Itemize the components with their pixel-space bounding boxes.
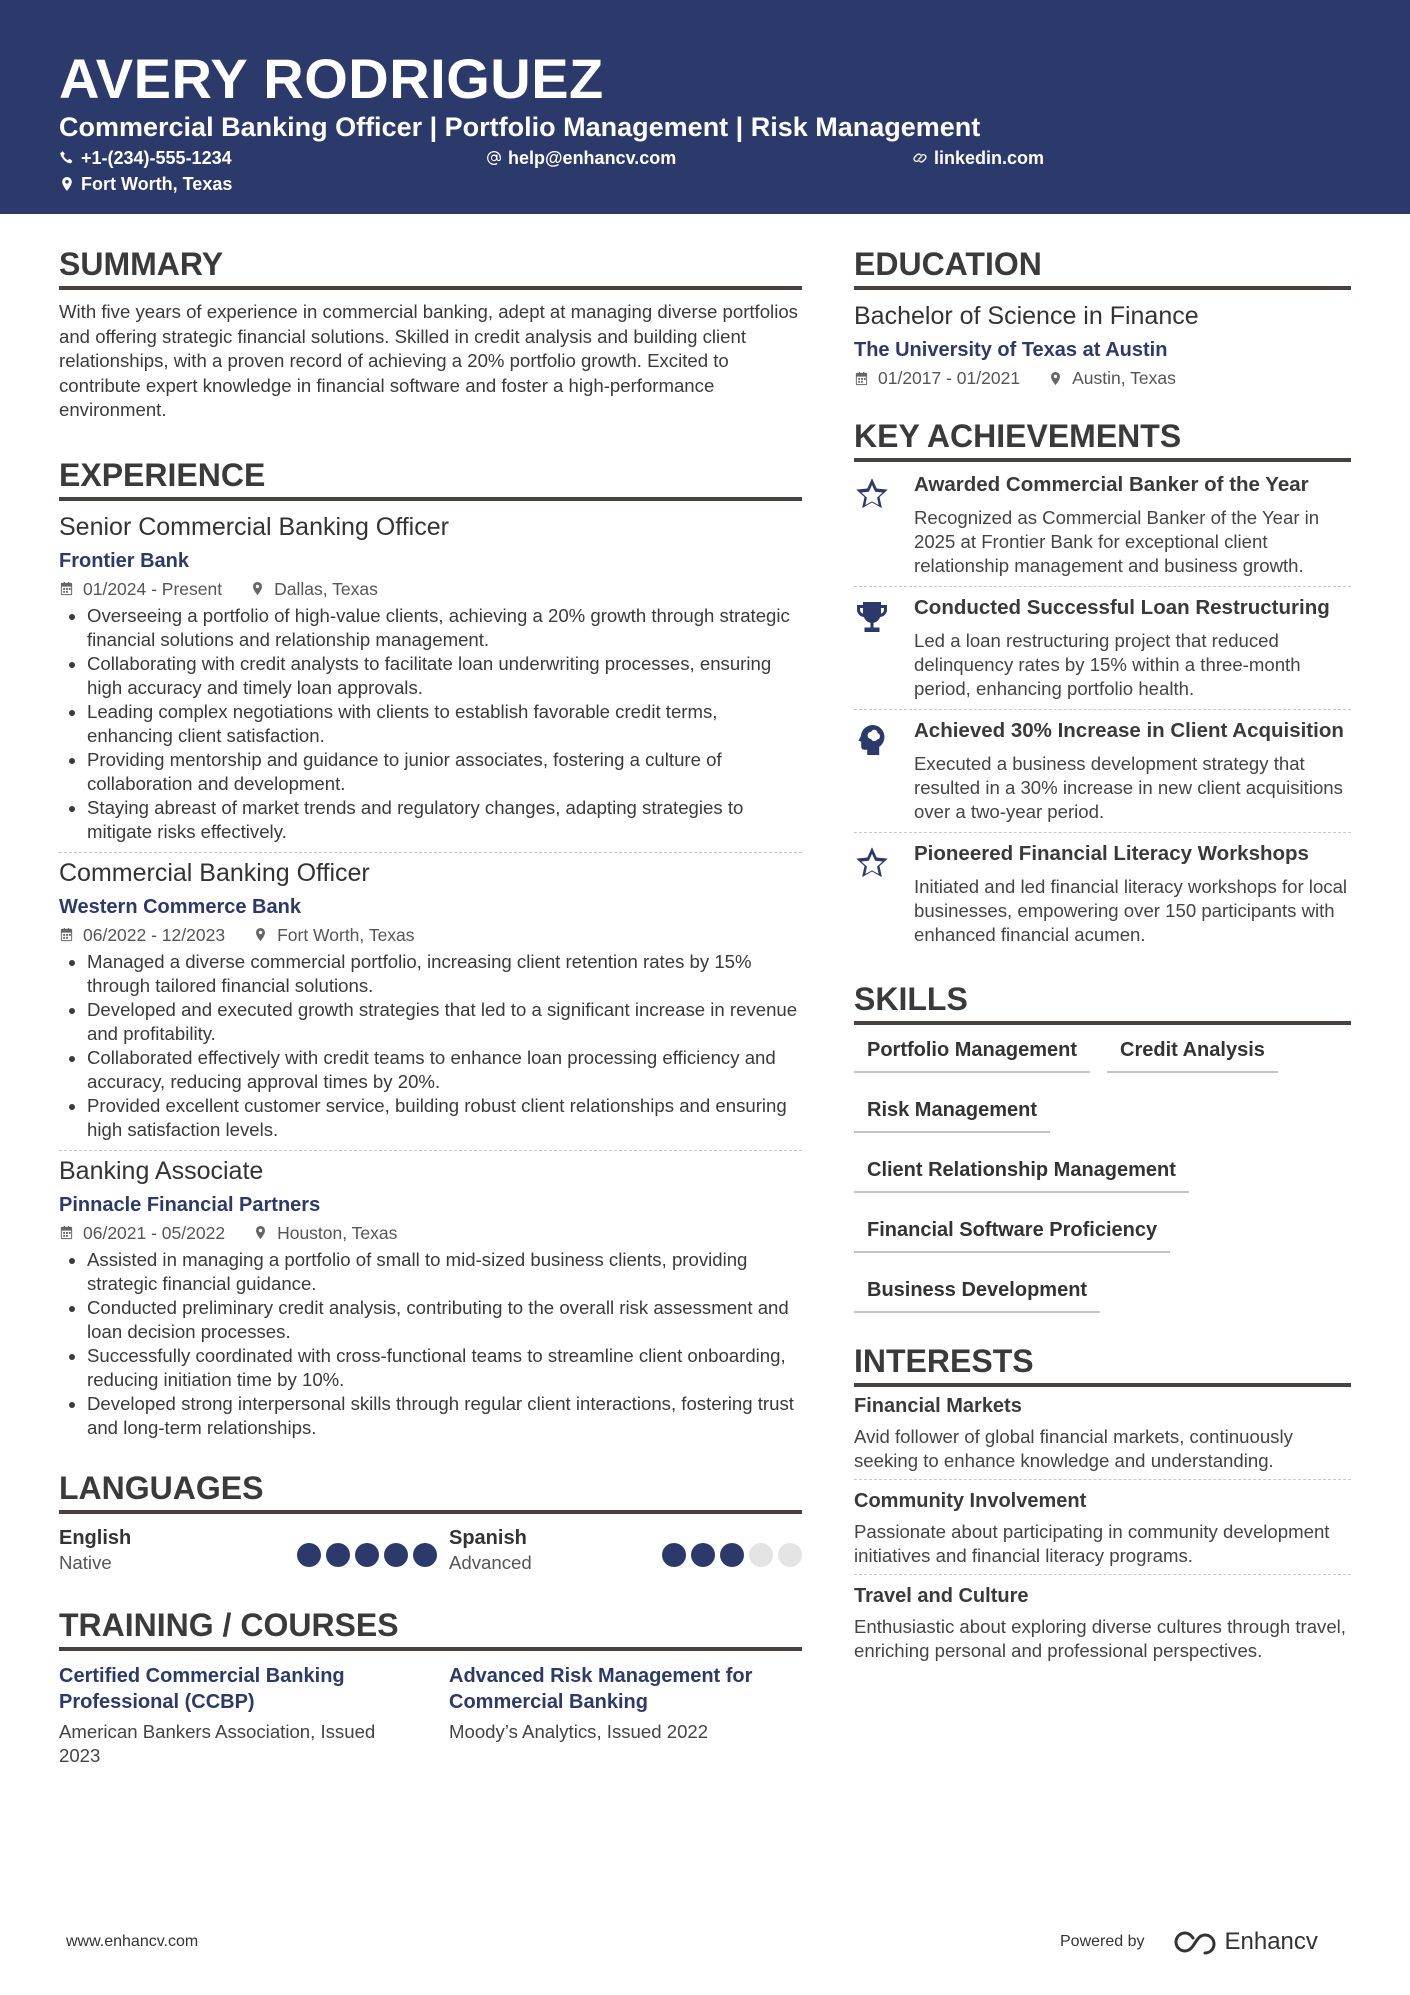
job-location-wrap <box>253 1221 397 1245</box>
bullet-item: • Conducted preliminary credit analysis, contributing to the overall risk assessment and loan decision processes. <box>87 1296 802 1344</box>
course-org: Moody’s Analytics, Issued 2022 <box>449 1720 709 1742</box>
footer-brand <box>1060 1928 1318 1956</box>
interest-desc: Enthusiastic about exploring diverse cultures through travel, enriching personal and professional perspectives. <box>854 1616 1346 1661</box>
location-pin-icon <box>1048 371 1063 386</box>
interest-desc: Passionate about participating in community development initiatives and financial literacy programs. <box>854 1521 1330 1566</box>
achievement-icon-wrap <box>854 718 914 824</box>
rating-dot-filled <box>662 1543 686 1567</box>
star-icon <box>854 845 890 881</box>
job-bullets <box>59 950 802 1142</box>
skill-tag: Risk Management <box>854 1095 1050 1133</box>
skills-list <box>854 1035 1351 1313</box>
job-location-wrap <box>253 923 414 947</box>
achievement-title: Conducted Successful Loan Restructuring <box>914 596 1330 619</box>
experience-entry <box>59 1155 802 1440</box>
education-location: Austin, Texas <box>1072 368 1176 388</box>
contact-location <box>59 172 232 196</box>
interest-item <box>854 1488 1351 1575</box>
interests-list <box>854 1393 1351 1669</box>
calendar-icon <box>59 581 74 596</box>
course-item <box>59 1663 449 1768</box>
bullet-item: • Assisted in managing a portfolio of small to mid-sized business clients, providing strategic financial guidance. <box>87 1248 802 1296</box>
at-icon <box>486 150 502 166</box>
interest-title: Travel and Culture <box>854 1585 1029 1607</box>
bullet-item: • Provided excellent customer service, building robust client relationships and ensuring high satisfaction levels. <box>87 1094 802 1142</box>
experience-entry <box>59 857 802 1142</box>
job-dates: 06/2021 - 05/2022 <box>83 1222 226 1243</box>
achievement-desc: Executed a business development strategy that resulted in a 30% increase in new client acquisitions over a two-year period. <box>914 753 1343 822</box>
achievements-heading: KEY ACHIEVEMENTS <box>854 416 1351 462</box>
job-dates: 01/2024 - Present <box>83 578 223 599</box>
linkedin-text: linkedin.com <box>934 148 1045 168</box>
summary-text: With five years of experience in commercial banking, adept at managing diverse portfolios and offering strategic financial solutions. Skilled in credit analysis and building client relationships, with a proven record of achieving a 20% portfolio growth. Excited to contribute expert knowledge in financial software and foster a high-performance environment. <box>59 301 798 420</box>
bullet-item: • Staying abreast of market trends and regulatory changes, adapting strategies to mitigate risks effectively. <box>87 796 802 844</box>
brand-name: Enhancv <box>1224 1928 1318 1955</box>
interest-desc: Avid follower of global financial markets, continuously seeking to enhance knowledge and understanding. <box>854 1426 1293 1471</box>
achievement-item <box>854 587 1351 710</box>
education-dates: 01/2017 - 01/2021 <box>878 368 1021 388</box>
location-text: Fort Worth, Texas <box>81 174 233 194</box>
contact-phone[interactable] <box>59 146 232 170</box>
location-pin-icon <box>59 176 75 192</box>
achievement-desc: Recognized as Commercial Banker of the Year in 2025 at Frontier Bank for exceptional client relationship management and business growth. <box>914 507 1320 576</box>
calendar-icon <box>59 927 74 942</box>
rating-dot-filled <box>384 1543 408 1567</box>
job-dates: 06/2022 - 12/2023 <box>83 924 226 945</box>
rating-dot-filled <box>355 1543 379 1567</box>
contact-email[interactable] <box>486 146 676 170</box>
calendar-icon <box>854 371 869 386</box>
job-meta <box>59 923 802 947</box>
right-column <box>854 244 1351 1677</box>
rating-dot-empty <box>778 1543 802 1567</box>
job-meta <box>59 577 802 601</box>
training-list <box>59 1663 802 1768</box>
education-entry <box>854 300 1351 390</box>
language-level: Native <box>59 1551 112 1573</box>
interest-title: Financial Markets <box>854 1395 1022 1417</box>
location-pin-icon <box>253 1225 268 1240</box>
company-name: Pinnacle Financial Partners <box>59 1193 321 1216</box>
achievements-list <box>854 464 1351 955</box>
school-name: The University of Texas at Austin <box>854 339 1168 361</box>
rating-dot-empty <box>749 1543 773 1567</box>
job-bullets <box>59 604 802 844</box>
skill-row <box>854 1275 1351 1313</box>
experience-heading: EXPERIENCE <box>59 455 802 501</box>
link-icon <box>912 150 928 166</box>
skill-tag: Portfolio Management <box>854 1035 1090 1073</box>
left-column <box>59 244 802 1768</box>
star-icon <box>854 476 890 512</box>
powered-by-label: Powered by <box>1060 1933 1145 1950</box>
language-item <box>449 1526 802 1575</box>
language-name: English <box>59 1526 132 1549</box>
language-level: Advanced <box>449 1551 532 1573</box>
rating-dot-filled <box>326 1543 350 1567</box>
interest-item <box>854 1393 1351 1480</box>
education-meta <box>854 366 1351 390</box>
job-bullets <box>59 1248 802 1440</box>
head-icon <box>854 722 890 758</box>
job-meta <box>59 1221 802 1245</box>
interest-title: Community Involvement <box>854 1490 1087 1512</box>
bullet-item: • Providing mentorship and guidance to junior associates, fostering a culture of collaboration and development. <box>87 748 802 796</box>
job-location: Fort Worth, Texas <box>277 924 415 945</box>
skill-row <box>854 1155 1351 1193</box>
skill-tag: Credit Analysis <box>1107 1035 1278 1073</box>
achievement-item <box>854 833 1351 955</box>
achievement-icon-wrap <box>854 472 914 578</box>
job-location-wrap <box>250 577 378 601</box>
language-item <box>59 1526 449 1575</box>
achievement-item <box>854 464 1351 587</box>
bullet-item: • Leading complex negotiations with clients to establish favorable credit terms, enhancing client satisfaction. <box>87 700 802 748</box>
bullet-item: • Managed a diverse commercial portfolio, increasing client retention rates by 15% through tailored financial solutions. <box>87 950 802 998</box>
language-rating <box>657 1536 802 1575</box>
achievement-icon-wrap <box>854 595 914 701</box>
job-title: Senior Commercial Banking Officer <box>59 512 449 541</box>
language-rating <box>292 1536 449 1575</box>
achievement-title: Pioneered Financial Literacy Workshops <box>914 842 1309 865</box>
bullet-item: • Developed strong interpersonal skills through regular client interactions, fostering trust and long-term relationships. <box>87 1392 802 1440</box>
training-heading: TRAINING / COURSES <box>59 1605 802 1651</box>
education-heading: EDUCATION <box>854 244 1351 290</box>
bullet-item: • Overseeing a portfolio of high-value clients, achieving a 20% growth through strategic financial solutions and relationship management. <box>87 604 802 652</box>
languages-list <box>59 1526 802 1575</box>
interest-item <box>854 1583 1351 1669</box>
location-pin-icon <box>250 581 265 596</box>
phone-icon <box>59 150 75 166</box>
skill-row <box>854 1095 1351 1133</box>
bullet-item: • Collaborated effectively with credit teams to enhance loan processing efficiency and accuracy, reducing approval times by 20%. <box>87 1046 802 1094</box>
enhancv-logo-icon <box>1171 1929 1217 1955</box>
candidate-name: AVERY RODRIGUEZ <box>59 47 604 110</box>
rating-dot-filled <box>297 1543 321 1567</box>
skill-row <box>854 1035 1351 1073</box>
resume-header <box>0 0 1410 214</box>
job-title: Commercial Banking Officer <box>59 858 370 887</box>
contact-linkedin[interactable] <box>912 146 1044 170</box>
skills-heading: SKILLS <box>854 979 1351 1025</box>
achievement-title: Achieved 30% Increase in Client Acquisition <box>914 719 1344 742</box>
location-pin-icon <box>253 927 268 942</box>
education-location-wrap <box>1048 366 1176 390</box>
achievement-desc: Initiated and led financial literacy workshops for local businesses, empowering over 150 participants with enhanced financial acumen. <box>914 876 1348 945</box>
course-item <box>449 1663 802 1768</box>
job-location: Dallas, Texas <box>274 578 378 599</box>
bullet-item: • Developed and executed growth strategies that led to a significant increase in revenue and profitability. <box>87 998 802 1046</box>
phone-text: +1-(234)-555-1234 <box>81 148 232 168</box>
achievement-title: Awarded Commercial Banker of the Year <box>914 473 1309 496</box>
achievement-desc: Led a loan restructuring project that reduced delinquency rates by 15% within a three-month period, enhancing portfolio health. <box>914 630 1301 699</box>
calendar-icon <box>59 1225 74 1240</box>
language-name: Spanish <box>449 1526 527 1549</box>
brand-logo[interactable] <box>1171 1928 1318 1956</box>
footer-website[interactable]: www.enhancv.com <box>66 1933 199 1950</box>
languages-heading: LANGUAGES <box>59 1468 802 1514</box>
trophy-icon <box>854 599 890 635</box>
course-title: Certified Commercial Banking Professional (CCBP) <box>59 1664 345 1713</box>
rating-dot-filled <box>413 1543 437 1567</box>
course-title: Advanced Risk Management for Commercial Banking <box>449 1664 753 1713</box>
interests-heading: INTERESTS <box>854 1341 1351 1387</box>
company-name: Western Commerce Bank <box>59 895 301 918</box>
divider <box>59 1150 802 1151</box>
skill-row <box>854 1215 1351 1253</box>
degree: Bachelor of Science in Finance <box>854 302 1199 330</box>
job-title: Banking Associate <box>59 1156 264 1185</box>
bullet-item: • Successfully coordinated with cross-functional teams to streamline client onboarding, reducing initiation time by 10%. <box>87 1344 802 1392</box>
skill-tag: Financial Software Proficiency <box>854 1215 1170 1253</box>
skill-tag: Client Relationship Management <box>854 1155 1189 1193</box>
job-location: Houston, Texas <box>277 1222 398 1243</box>
headline: Commercial Banking Officer | Portfolio Management | Risk Management <box>59 112 981 142</box>
achievement-icon-wrap <box>854 841 914 947</box>
rating-dot-filled <box>720 1543 744 1567</box>
bullet-item: • Collaborating with credit analysts to facilitate loan underwriting processes, ensuring high accuracy and timely loan approvals. <box>87 652 802 700</box>
email-text: help@enhancv.com <box>508 148 677 168</box>
divider <box>59 852 802 853</box>
company-name: Frontier Bank <box>59 549 190 572</box>
achievement-item <box>854 710 1351 833</box>
course-org: American Bankers Association, Issued 2023 <box>59 1720 376 1766</box>
summary-heading: SUMMARY <box>59 244 802 290</box>
skill-tag: Business Development <box>854 1275 1100 1313</box>
experience-entry <box>59 511 802 844</box>
rating-dot-filled <box>691 1543 715 1567</box>
